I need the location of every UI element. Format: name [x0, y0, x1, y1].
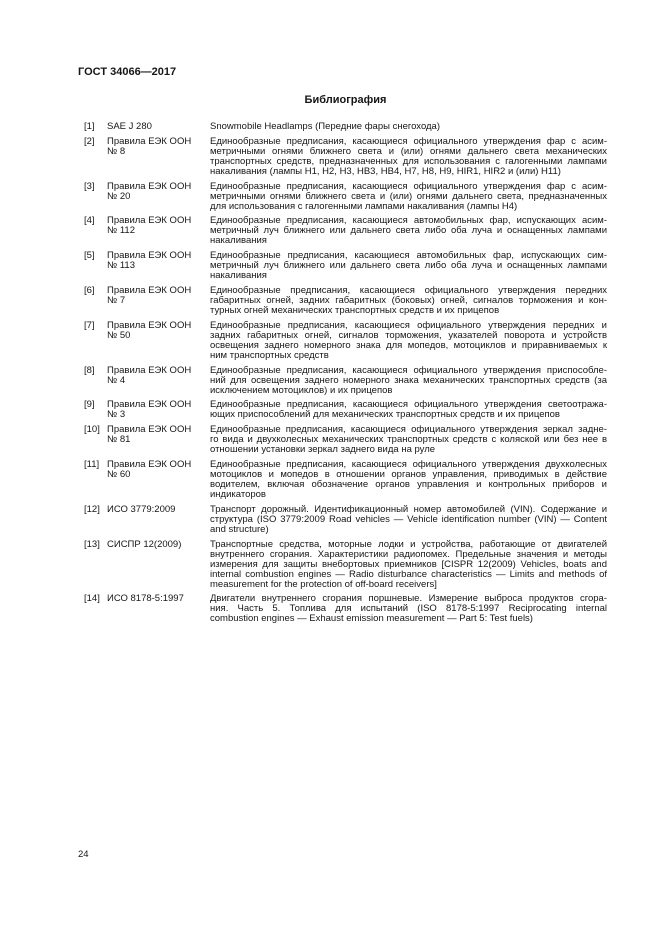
bibliography-entry	[84, 540, 607, 590]
entry-title-line: Единообразные предписания, касающиеся автомобильных фар, испускающих сим-	[210, 250, 607, 262]
entry-designation-line: № 7	[107, 294, 126, 306]
entry-designation	[107, 182, 210, 212]
bibliography-entry	[84, 251, 607, 281]
entry-number: [7]	[84, 319, 95, 331]
entry-number: [6]	[84, 284, 95, 296]
entry-designation	[107, 366, 210, 396]
entry-title	[210, 321, 607, 361]
entry-designation	[107, 400, 210, 420]
entry-title-line: го вида и двухколесных механических транспортных средств с коляской или без нее в	[210, 434, 607, 446]
bibliography-entry	[84, 594, 607, 624]
entry-title-line: освещения заднего номерного знака для мопедов, мотоциклов и приравниваемых к	[210, 339, 607, 351]
entry-title	[210, 460, 607, 500]
entry-designation-line: № 8	[107, 145, 126, 157]
entry-title	[210, 505, 607, 535]
entry-designation	[107, 216, 210, 246]
entry-designation-line: № 113	[107, 260, 135, 272]
entry-title-line: отношении установки зеркал заднего вида на руле	[210, 444, 436, 456]
entry-title-line: транспортных средств, предназначенных для использования с галогенными лампами	[210, 155, 607, 167]
entry-title-line: Единообразные предписания, касающиеся официального утверждения передних и	[210, 319, 607, 331]
entry-designation	[107, 251, 210, 281]
entry-designation-line: Правила ЕЭК ООН	[107, 135, 192, 147]
entry-title-line: габаритных огней, задних габаритных (боковых) огней, сигналов торможения и кон-	[210, 294, 607, 306]
entry-title	[210, 182, 607, 212]
entry-designation-line: Правила ЕЭК ООН	[107, 180, 192, 192]
entry-number: [9]	[84, 399, 95, 411]
entry-designation	[107, 321, 210, 361]
entry-title-line: measurement for the protection of off-board receivers]	[210, 578, 437, 590]
entry-title-line: задних габаритных огней, сигналов торможения, указателей поворота и устройств	[210, 329, 607, 341]
standard-identifier: ГОСТ 34066—2017	[78, 66, 177, 78]
entry-designation-line: Правила ЕЭК ООН	[107, 364, 192, 376]
entry-title	[210, 425, 607, 455]
entry-designation-line: № 50	[107, 329, 131, 341]
entry-title-line: Единообразные предписания, касающиеся официального утверждения двухколесных	[210, 458, 607, 470]
entry-title	[210, 540, 607, 590]
entry-title-line: ющих приспособлений для механических транспортных средств и их прицепов	[210, 409, 560, 421]
entry-title-line: Единообразные предписания, касающиеся официального утверждения передних	[210, 284, 607, 296]
entry-number: [13]	[84, 538, 100, 550]
entry-number: [12]	[84, 503, 100, 515]
entry-title-line: накаливания	[210, 270, 267, 282]
entry-title-line: внутреннего сгорания. Характеристики радиопомех. Предельные значения и методы	[210, 548, 607, 560]
entry-title	[210, 594, 607, 624]
entry-designation	[107, 425, 210, 455]
entry-designation-line: ИСО 3779:2009	[107, 503, 176, 515]
bibliography-entry	[84, 122, 607, 132]
entry-title	[210, 286, 607, 316]
entry-designation-line: № 3	[107, 409, 126, 421]
entry-title	[210, 137, 607, 177]
entry-title	[210, 366, 607, 396]
entry-title	[210, 122, 607, 132]
entry-designation	[107, 505, 210, 535]
bibliography-entry	[84, 505, 607, 535]
bibliography-entry	[84, 216, 607, 246]
entry-title-line: накаливания	[210, 235, 267, 247]
bibliography-entry	[84, 366, 607, 396]
entry-number: [1]	[84, 121, 95, 132]
entry-title-line: Транспорт дорожный. Идентификационный номер автомобилей (VIN). Содержание и	[210, 503, 607, 515]
entry-designation-line: Правила ЕЭК ООН	[107, 250, 192, 262]
entry-designation-line: СИСПР 12(2009)	[107, 538, 182, 550]
entry-number: [5]	[84, 250, 95, 262]
entry-title-line: структура (ISO 3779:2009 Road vehicles — Vehicle identification number (VIN) — Content	[210, 513, 607, 525]
entry-title-line: Транспортные средства, моторные лодки и устройства, работающие от двигателей	[210, 538, 607, 550]
entry-designation-line: № 20	[107, 190, 131, 202]
bibliography-list	[84, 122, 607, 629]
entry-title-line: internal combustion engines — Radio disturbance characteristics — Limits and methods of	[210, 568, 607, 580]
entry-number: [14]	[84, 593, 100, 605]
entry-title-line: Snowmobile Headlamps (Передние фары снегохода)	[210, 121, 441, 132]
entry-title-line: ний для освещения заднего номерного знака механических транспортных средств (за	[210, 374, 607, 386]
entry-title	[210, 251, 607, 281]
entry-title-line: ним транспортных средств	[210, 349, 329, 361]
entry-number: [4]	[84, 215, 95, 227]
entry-number: [3]	[84, 180, 95, 192]
entry-designation	[107, 122, 210, 132]
bibliography-entry	[84, 425, 607, 455]
entry-designation-line: Правила ЕЭК ООН	[107, 399, 192, 411]
entry-designation	[107, 286, 210, 316]
entry-title-line: водителем, включая обозначение органов управления и контрольных приборов и	[210, 478, 607, 490]
entry-title	[210, 400, 607, 420]
entry-number: [10]	[84, 424, 100, 436]
bibliography-entry	[84, 321, 607, 361]
entry-title-line: Единообразные предписания, касающиеся автомобильных фар, испускающих асим-	[210, 215, 607, 227]
page-number: 24	[78, 849, 89, 860]
bibliography-entry	[84, 182, 607, 212]
entry-title-line: накаливания (лампы H1, H2, H3, HB3, HB4, H7, H8, H9, HIR1, HIR2 и (или) H11)	[210, 165, 561, 177]
entry-title-line: Единообразные предписания, касающиеся официального утверждения светоотража-	[210, 399, 607, 411]
entry-number: [11]	[84, 458, 100, 470]
entry-number: [2]	[84, 135, 95, 147]
entry-designation-line: Правила ЕЭК ООН	[107, 319, 192, 331]
entry-number: [8]	[84, 364, 95, 376]
entry-title-line: метричными огнями ближнего света и (или) огнями дальнего света, предназначенных	[210, 190, 607, 202]
entry-title-line: ния. Часть 5. Топлива для испытаний (ISO 8178-5:1997 Reciprocating internal	[210, 603, 607, 615]
entry-designation-line: Правила ЕЭК ООН	[107, 458, 192, 470]
entry-designation-line: Правила ЕЭК ООН	[107, 424, 192, 436]
entry-title-line: исключением мотоциклов) и их прицепов	[210, 384, 393, 396]
entry-title-line: метричный луч ближнего или дальнего света либо оба луча и оснащенных лампами	[210, 260, 607, 272]
entry-title-line: Единообразные предписания, касающиеся официального утверждения фар с асим-	[210, 180, 607, 192]
entry-designation-line: ИСО 8178-5:1997	[107, 593, 184, 605]
entry-title-line: мотоциклов и мопедов в отношении органов управления, приводимых в действие	[210, 468, 607, 480]
entry-title-line: Двигатели внутреннего сгорания поршневые. Измерение выброса продуктов сгора-	[210, 593, 607, 605]
entry-title-line: метричный луч ближнего или дальнего света либо оба луча и оснащенных лампами	[210, 225, 607, 237]
entry-title-line: измерения для защиты внебортовых приемников [CISPR 12(2009) Vehicles, boats and	[210, 558, 607, 570]
entry-designation-line: № 112	[107, 225, 135, 237]
entry-designation-line: № 60	[107, 468, 131, 480]
entry-designation-line: № 81	[107, 434, 131, 446]
entry-title-line: метричными огнями ближнего света и (или) огнями дальнего света механических	[210, 145, 607, 157]
entry-title-line: Единообразные предписания, касающиеся официального утверждения приспособле-	[210, 364, 607, 376]
entry-designation	[107, 460, 210, 500]
entry-title-line: combustion engines — Exhaust emission measurement — Part 5: Test fuels)	[210, 613, 533, 625]
bibliography-entry	[84, 460, 607, 500]
section-title: Библиография	[304, 94, 387, 106]
bibliography-entry	[84, 400, 607, 420]
entry-designation	[107, 594, 210, 624]
entry-title-line: and structure)	[210, 523, 269, 535]
entry-title	[210, 216, 607, 246]
entry-designation-line: SAE J 280	[107, 121, 152, 132]
entry-title-line: Единообразные предписания, касающиеся официального утверждения зеркал задне-	[210, 424, 607, 436]
bibliography-entry	[84, 137, 607, 177]
bibliography-entry	[84, 286, 607, 316]
entry-designation-line: № 4	[107, 374, 126, 386]
entry-designation	[107, 137, 210, 177]
entry-designation-line: Правила ЕЭК ООН	[107, 284, 192, 296]
entry-designation	[107, 540, 210, 590]
entry-title-line: Единообразные предписания, касающиеся официального утверждения фар с асим-	[210, 135, 607, 147]
entry-title-line: турных огней механических транспортных средств и их прицепов	[210, 304, 500, 316]
entry-title-line: индикаторов	[210, 488, 266, 500]
entry-designation-line: Правила ЕЭК ООН	[107, 215, 192, 227]
entry-title-line: для использования с галогенными лампами накаливания (лампы H4)	[210, 200, 518, 212]
